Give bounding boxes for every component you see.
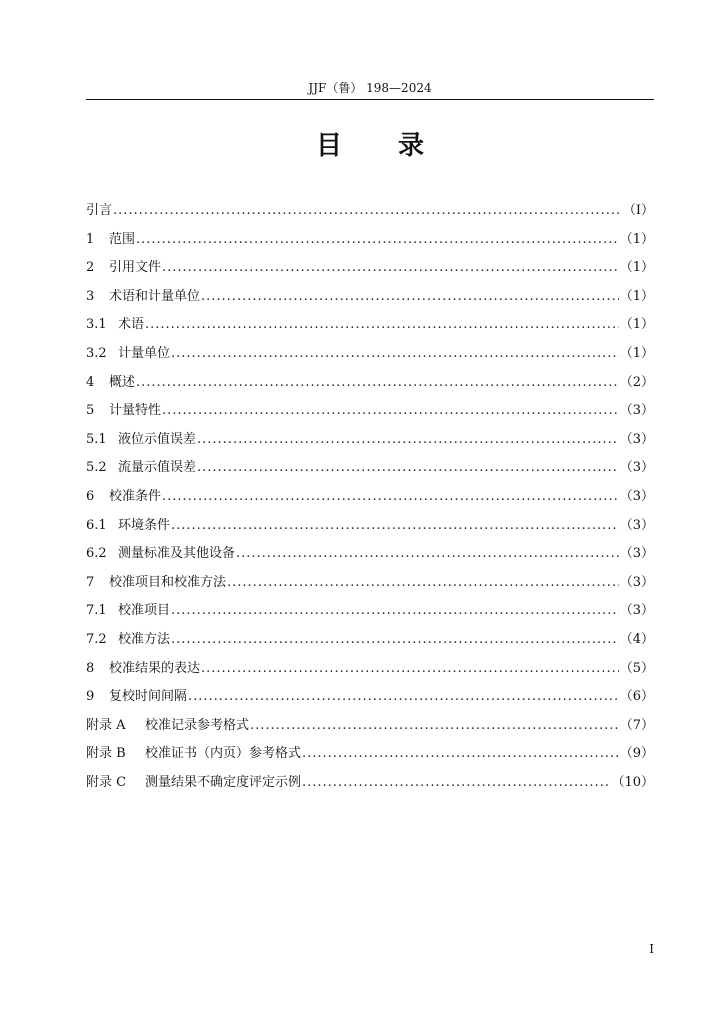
toc-entry-number: 2 <box>86 260 95 276</box>
toc-entry-page: （7） <box>619 717 654 733</box>
toc-entry-label: 校准项目和校准方法 <box>109 574 227 590</box>
toc-entry-6[interactable] <box>86 483 654 512</box>
toc-entry-number: 3 <box>86 288 95 304</box>
toc-entry-page: （3） <box>619 546 654 562</box>
toc-entry-label: 校准结果的表达 <box>109 660 201 676</box>
toc-entry-label: 测量结果不确定度评定示例 <box>145 774 302 790</box>
toc-entry-page: （6） <box>619 689 654 705</box>
toc-entry-page: （2） <box>619 374 654 390</box>
toc-entry-intro[interactable] <box>86 197 654 226</box>
toc-entry-label: 引言 <box>86 203 113 218</box>
title-char-2: 录 <box>398 131 425 161</box>
toc-entry-label: 引用文件 <box>109 260 162 276</box>
dot-leader <box>236 540 619 569</box>
toc-entry-1[interactable] <box>86 226 654 255</box>
toc-entry-label: 计量特性 <box>109 403 162 419</box>
toc-entry-page: （1） <box>619 345 654 361</box>
toc-entry-6-1[interactable] <box>86 512 654 541</box>
toc-entry-number: 附录 C <box>86 774 127 790</box>
toc-entry-page: （1） <box>619 317 654 333</box>
toc-entry-number: 7.1 <box>86 603 107 619</box>
toc-entry-page: （1） <box>619 260 654 276</box>
toc-entry-page: （10） <box>611 774 654 790</box>
toc-title <box>86 128 654 164</box>
dot-leader <box>197 426 619 455</box>
toc-entry-label: 环境条件 <box>118 517 171 533</box>
toc-entry-5[interactable] <box>86 397 654 426</box>
dot-leader <box>162 483 619 512</box>
toc-entry-page: （I） <box>622 203 654 218</box>
toc-entry-label: 液位示值误差 <box>118 431 197 447</box>
document-header: JJF（鲁） 198—2024 <box>308 81 432 95</box>
toc-entry-page: （3） <box>619 431 654 447</box>
dot-leader <box>162 397 619 426</box>
toc-entry-number: 3.1 <box>86 317 107 333</box>
toc-entry-appendix-c[interactable] <box>86 769 654 798</box>
toc-entry-5-2[interactable] <box>86 454 654 483</box>
toc-entry-number: 5.2 <box>86 460 107 476</box>
toc-entry-label: 概述 <box>109 374 136 390</box>
toc-entry-page: （3） <box>619 403 654 419</box>
dot-leader <box>302 740 619 769</box>
toc-entry-page: （3） <box>619 460 654 476</box>
toc-entry-number: 7 <box>86 574 95 590</box>
dot-leader <box>113 197 622 226</box>
toc-entry-label: 校准记录参考格式 <box>145 717 250 733</box>
toc-entry-label: 范围 <box>109 231 136 247</box>
dot-leader <box>162 254 619 283</box>
dot-leader <box>250 712 619 741</box>
toc-entry-label: 校准方法 <box>118 631 171 647</box>
dot-leader <box>171 340 619 369</box>
toc-entry-6-2[interactable] <box>86 540 654 569</box>
toc-entry-number: 5.1 <box>86 431 107 447</box>
table-of-contents <box>86 197 654 797</box>
toc-entry-number: 6.1 <box>86 517 107 533</box>
toc-entry-3-1[interactable] <box>86 311 654 340</box>
dot-leader <box>201 283 619 312</box>
toc-entry-label: 校准条件 <box>109 488 162 504</box>
toc-entry-7[interactable] <box>86 569 654 598</box>
toc-entry-label: 复校时间间隔 <box>109 689 188 705</box>
toc-entry-label: 术语 <box>118 317 145 333</box>
toc-entry-page: （3） <box>619 603 654 619</box>
toc-entry-9[interactable] <box>86 683 654 712</box>
toc-entry-appendix-a[interactable] <box>86 712 654 741</box>
toc-entry-number: 3.2 <box>86 345 107 361</box>
toc-entry-label: 流量示值误差 <box>118 460 197 476</box>
dot-leader <box>197 454 619 483</box>
toc-entry-number: 7.2 <box>86 631 107 647</box>
toc-entry-5-1[interactable] <box>86 426 654 455</box>
toc-entry-number: 6 <box>86 488 95 504</box>
dot-leader <box>145 311 619 340</box>
toc-entry-number: 8 <box>86 660 95 676</box>
page-number: I <box>649 942 654 956</box>
toc-entry-label: 校准项目 <box>118 603 171 619</box>
dot-leader <box>136 226 619 255</box>
toc-entry-8[interactable] <box>86 655 654 684</box>
toc-entry-page: （5） <box>619 660 654 676</box>
header-rule <box>86 99 654 100</box>
toc-entry-page: （3） <box>619 574 654 590</box>
dot-leader <box>188 683 619 712</box>
toc-entry-7-2[interactable] <box>86 626 654 655</box>
toc-entry-page: （9） <box>619 746 654 762</box>
dot-leader <box>171 626 619 655</box>
dot-leader <box>171 597 619 626</box>
toc-entry-number: 5 <box>86 403 95 419</box>
toc-entry-number: 1 <box>86 231 95 247</box>
toc-entry-appendix-b[interactable] <box>86 740 654 769</box>
dot-leader <box>201 655 619 684</box>
dot-leader <box>227 569 619 598</box>
toc-entry-number: 附录 A <box>86 717 126 733</box>
toc-entry-page: （1） <box>619 231 654 247</box>
toc-entry-3[interactable] <box>86 283 654 312</box>
toc-entry-page: （3） <box>619 517 654 533</box>
toc-entry-4[interactable] <box>86 369 654 398</box>
toc-entry-label: 校准证书（内页）参考格式 <box>145 746 302 762</box>
toc-entry-7-1[interactable] <box>86 597 654 626</box>
dot-leader <box>302 769 610 798</box>
toc-entry-number: 附录 B <box>86 746 126 762</box>
toc-entry-label: 术语和计量单位 <box>109 288 201 304</box>
toc-entry-page: （1） <box>619 288 654 304</box>
title-char-1: 目 <box>315 131 342 161</box>
toc-entry-number: 6.2 <box>86 546 107 562</box>
toc-entry-label: 测量标准及其他设备 <box>118 546 236 562</box>
toc-entry-2[interactable] <box>86 254 654 283</box>
toc-entry-3-2[interactable] <box>86 340 654 369</box>
toc-entry-number: 4 <box>86 374 95 390</box>
toc-entry-number: 9 <box>86 689 95 705</box>
toc-entry-page: （4） <box>619 631 654 647</box>
dot-leader <box>136 369 619 398</box>
dot-leader <box>171 512 619 541</box>
toc-entry-label: 计量单位 <box>118 345 171 361</box>
toc-entry-page: （3） <box>619 488 654 504</box>
